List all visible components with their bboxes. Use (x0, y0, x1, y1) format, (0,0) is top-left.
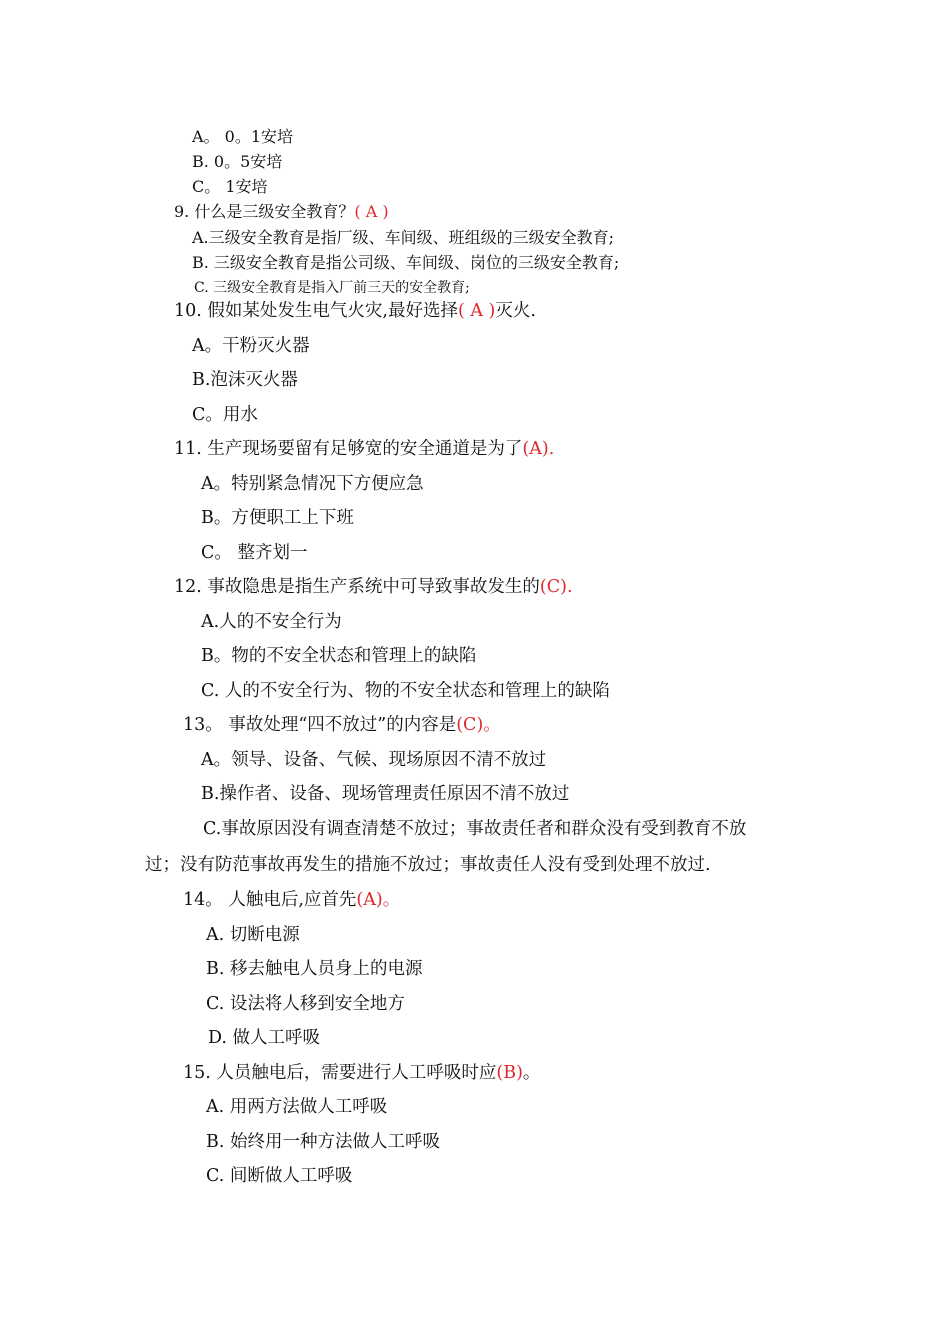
q10-option-a: A。干粉灭火器 (192, 336, 310, 356)
question-12-answer: (C). (539, 577, 573, 597)
q15-option-b: B. 始终用一种方法做人工呼吸 (206, 1132, 440, 1152)
q8-option-a: A。 0。1安培 (192, 127, 294, 146)
question-9-prompt: 9. 什么是三级安全教育？ (174, 202, 355, 221)
q12-option-c: C. 人的不安全行为、物的不安全状态和管理上的缺陷 (201, 681, 610, 701)
q9-option-c: C. 三级安全教育是指入厂前三天的安全教育; (194, 280, 470, 296)
question-13-answer: (C)。 (456, 715, 501, 735)
q8-option-b: B. 0。5安培 (192, 152, 283, 171)
question-10-prompt: 10. 假如某处发生电气火灾,最好选择 (174, 301, 458, 321)
q8-option-c: C。 1安培 (192, 177, 268, 196)
question-13 (183, 713, 501, 737)
q13-option-c-line2: 过；没有防范事故再发生的措施不放过；事故责任人没有受到处理不放过. (145, 855, 711, 875)
question-9-answer: ( A ) (354, 202, 389, 221)
q15-option-a: A. 用两方法做人工呼吸 (206, 1097, 388, 1117)
q10-option-c: C。用水 (192, 405, 258, 425)
question-15 (183, 1061, 540, 1085)
q14-option-b: B. 移去触电人员身上的电源 (206, 959, 423, 979)
q13-option-a: A。领导、设备、气候、现场原因不清不放过 (201, 750, 547, 770)
q14-option-d: D. 做人工呼吸 (208, 1028, 321, 1048)
question-11-prompt: 11. 生产现场要留有足够宽的安全通道是为了 (174, 439, 523, 459)
q10-option-b: B.泡沫灭火器 (192, 370, 298, 390)
question-9 (174, 200, 389, 224)
q12-option-a: A.人的不安全行为 (201, 612, 342, 632)
question-10 (174, 299, 536, 323)
q15-option-c: C. 间断做人工呼吸 (206, 1166, 353, 1186)
q12-option-b: B。物的不安全状态和管理上的缺陷 (201, 646, 477, 666)
question-12-prompt: 12. 事故隐患是指生产系统中可导致事故发生的 (174, 577, 540, 597)
question-15-suffix: 。 (522, 1063, 541, 1083)
q14-option-c: C. 设法将人移到安全地方 (206, 994, 405, 1014)
q11-option-c: C。 整齐划一 (201, 543, 308, 563)
question-11 (174, 437, 554, 461)
question-13-prompt: 13。 事故处理“四不放过”的内容是 (183, 715, 457, 735)
q13-option-b: B.操作者、设备、现场管理责任原因不清不放过 (201, 784, 570, 804)
question-14 (183, 888, 400, 912)
question-15-prompt: 15. 人员触电后，需要进行人工呼吸时应 (183, 1063, 497, 1083)
question-14-answer: (A)。 (356, 890, 401, 910)
question-11-answer: (A). (522, 439, 555, 459)
question-10-suffix: 灭火. (495, 301, 536, 321)
q9-option-a: A.三级安全教育是指厂级、车间级、班组级的三级安全教育; (192, 228, 615, 247)
q11-option-b: B。方便职工上下班 (201, 508, 354, 528)
question-10-answer: ( A ) (457, 301, 496, 321)
q14-option-a: A. 切断电源 (206, 925, 300, 945)
question-14-prompt: 14。 人触电后,应首先 (183, 890, 357, 910)
question-12 (174, 575, 573, 599)
question-15-answer: (B) (496, 1063, 523, 1083)
q9-option-b: B. 三级安全教育是指公司级、车间级、岗位的三级安全教育; (192, 253, 620, 272)
q11-option-a: A。特别紧急情况下方便应急 (201, 474, 424, 494)
q13-option-c-line1: C.事故原因没有调查清楚不放过；事故责任者和群众没有受到教育不放 (203, 819, 747, 839)
